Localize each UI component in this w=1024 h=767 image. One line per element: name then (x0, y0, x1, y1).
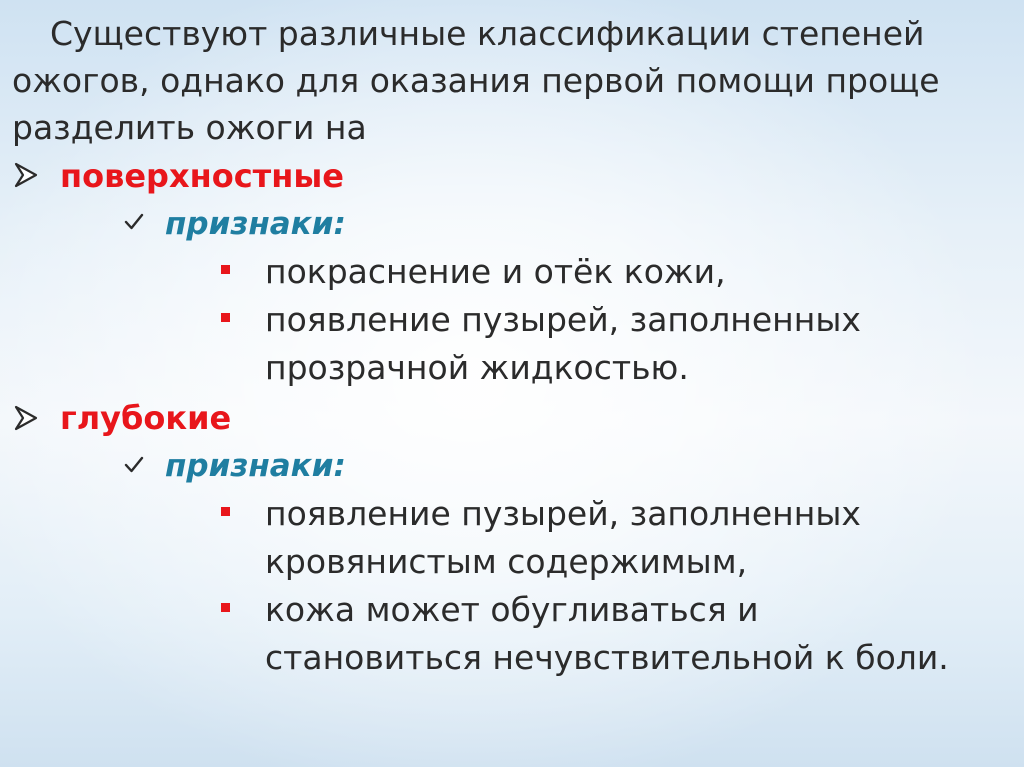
category-superficial: поверхностные (60, 157, 344, 195)
square-bullet-icon (221, 603, 230, 612)
deep-item-2-line-2: становиться нечувствительной к боли. (265, 638, 949, 677)
superficial-item-1-line-1: покраснение и отёк кожи, (265, 252, 726, 291)
superficial-item-2-line-2: прозрачной жидкостью. (265, 348, 689, 387)
intro-line-2: ожогов, однако для оказания первой помощи проще (12, 61, 940, 100)
deep-item-1-line-2: кровянистым содержимым, (265, 542, 748, 581)
category-deep: глубокие (60, 399, 232, 437)
arrow-bullet-icon (12, 403, 42, 433)
signs-label-deep: признаки: (165, 448, 346, 484)
deep-item-2-line-1: кожа может обугливаться и (265, 590, 759, 629)
square-bullet-icon (221, 265, 230, 274)
square-bullet-icon (221, 313, 230, 322)
intro-line-1: Существуют различные классификации степеней (50, 14, 925, 53)
square-bullet-icon (221, 507, 230, 516)
checkmark-icon (123, 211, 145, 233)
arrow-bullet-icon (12, 160, 42, 190)
superficial-item-2-line-1: появление пузырей, заполненных (265, 300, 861, 339)
deep-item-1-line-1: появление пузырей, заполненных (265, 494, 861, 533)
signs-label-superficial: признаки: (165, 206, 346, 242)
intro-line-3: разделить ожоги на (12, 108, 367, 147)
checkmark-icon (123, 454, 145, 476)
